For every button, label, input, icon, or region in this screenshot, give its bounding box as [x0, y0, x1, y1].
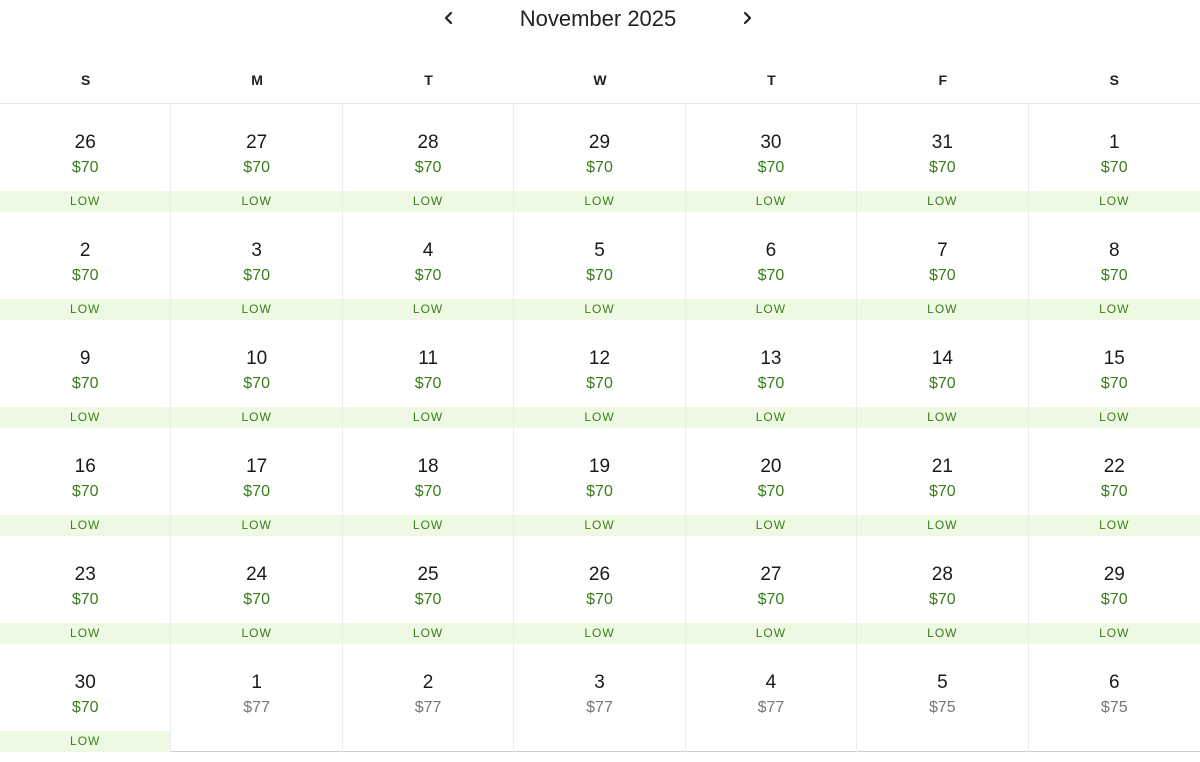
day-number: 9	[79, 348, 91, 369]
day-number: 19	[588, 456, 611, 477]
day-number: 6	[765, 240, 777, 261]
day-price: $70	[414, 483, 442, 500]
low-price-badge: LOW	[171, 407, 341, 428]
day-cell[interactable]	[857, 644, 1028, 752]
low-price-badge: LOW	[514, 191, 684, 212]
day-number: 21	[931, 456, 953, 477]
low-price-badge: LOW	[686, 191, 856, 212]
day-price: $77	[757, 699, 785, 716]
day-cell[interactable]	[686, 428, 857, 536]
day-number: 3	[251, 240, 262, 261]
day-cell[interactable]	[0, 428, 171, 536]
day-number: 26	[74, 132, 96, 153]
weekday-label: F	[938, 72, 948, 88]
day-cell[interactable]	[857, 212, 1028, 320]
weekday-label: S	[81, 72, 91, 88]
low-price-badge: LOW	[686, 623, 856, 644]
day-cell[interactable]	[857, 104, 1028, 212]
day-number: 1	[1108, 132, 1120, 153]
day-number: 31	[931, 132, 953, 153]
day-number: 5	[937, 672, 948, 693]
low-price-badge: LOW	[343, 407, 513, 428]
day-number: 26	[588, 564, 611, 585]
low-price-badge: LOW	[0, 515, 170, 536]
day-cell[interactable]	[686, 536, 857, 644]
day-cell[interactable]	[514, 320, 685, 428]
day-price: $70	[757, 483, 785, 500]
day-price: $70	[757, 267, 785, 284]
low-price-badge: LOW	[857, 191, 1027, 212]
day-cell[interactable]	[686, 644, 857, 752]
day-cell[interactable]	[1029, 536, 1200, 644]
day-number: 7	[937, 240, 948, 261]
day-price: $70	[243, 375, 270, 392]
day-price: $70	[71, 699, 99, 716]
day-cell[interactable]	[171, 536, 342, 644]
low-price-badge: LOW	[343, 299, 513, 320]
low-price-badge: LOW	[514, 623, 684, 644]
day-number: 5	[594, 240, 605, 261]
low-price-badge: LOW	[343, 623, 513, 644]
low-price-badge: LOW	[857, 623, 1027, 644]
day-cell[interactable]	[343, 536, 514, 644]
day-cell[interactable]	[171, 104, 342, 212]
calendar-grid	[0, 104, 1200, 752]
day-cell[interactable]	[343, 104, 514, 212]
day-cell[interactable]	[514, 536, 685, 644]
day-price: $70	[414, 159, 442, 176]
day-price: $70	[929, 483, 956, 500]
day-cell[interactable]	[857, 536, 1028, 644]
day-price: $70	[1100, 159, 1128, 176]
low-price-badge: LOW	[514, 515, 684, 536]
day-cell[interactable]	[343, 320, 514, 428]
chevron-left-icon	[442, 11, 456, 25]
day-cell[interactable]	[171, 212, 342, 320]
day-number: 29	[1103, 564, 1125, 585]
day-price: $70	[71, 375, 99, 392]
day-price: $70	[414, 375, 442, 392]
day-cell[interactable]	[857, 320, 1028, 428]
day-number: 3	[594, 672, 605, 693]
day-number: 4	[422, 240, 434, 261]
day-number: 23	[74, 564, 96, 585]
day-price: $70	[757, 159, 785, 176]
day-cell[interactable]	[1029, 212, 1200, 320]
day-price: $70	[1100, 267, 1128, 284]
day-number: 24	[246, 564, 268, 585]
low-price-badge: LOW	[857, 407, 1027, 428]
day-price: $70	[243, 591, 270, 608]
low-price-badge: LOW	[514, 299, 684, 320]
day-number: 18	[417, 456, 439, 477]
day-price: $70	[586, 483, 613, 500]
day-price: $70	[71, 159, 99, 176]
low-price-badge: LOW	[171, 191, 341, 212]
day-price: $70	[243, 159, 270, 176]
day-price: $70	[414, 591, 442, 608]
low-price-badge: LOW	[686, 515, 856, 536]
day-price: $70	[71, 483, 99, 500]
low-price-badge: LOW	[0, 191, 170, 212]
day-cell[interactable]	[343, 428, 514, 536]
day-cell[interactable]	[686, 212, 857, 320]
day-price: $70	[1100, 375, 1128, 392]
month-title: November 2025	[519, 6, 677, 31]
day-price: $70	[243, 483, 270, 500]
low-price-badge: LOW	[514, 407, 684, 428]
calendar-header	[0, 0, 1200, 40]
day-cell[interactable]	[514, 644, 685, 752]
day-cell[interactable]	[171, 644, 342, 752]
day-cell[interactable]	[686, 320, 857, 428]
day-number: 28	[931, 564, 953, 585]
day-number: 12	[588, 348, 611, 369]
day-number: 14	[931, 348, 953, 369]
low-price-badge: LOW	[1029, 191, 1200, 212]
day-number: 2	[422, 672, 434, 693]
day-price: $70	[586, 591, 613, 608]
day-cell[interactable]	[1029, 644, 1200, 752]
low-price-badge: LOW	[1029, 407, 1200, 428]
low-price-badge: LOW	[171, 299, 341, 320]
day-number: 20	[760, 456, 782, 477]
day-cell[interactable]	[514, 428, 685, 536]
day-cell[interactable]	[0, 104, 171, 212]
day-price: $70	[757, 591, 785, 608]
day-number: 29	[588, 132, 611, 153]
chevron-right-icon	[740, 11, 754, 25]
day-price: $70	[243, 267, 270, 284]
day-price: $70	[586, 159, 613, 176]
day-cell[interactable]	[343, 644, 514, 752]
day-cell[interactable]	[343, 212, 514, 320]
day-cell[interactable]	[0, 536, 171, 644]
low-price-badge: LOW	[857, 299, 1027, 320]
day-number: 15	[1103, 348, 1125, 369]
day-price: $70	[71, 591, 99, 608]
low-price-badge: LOW	[1029, 299, 1200, 320]
low-price-badge: LOW	[343, 191, 513, 212]
day-number: 11	[418, 348, 438, 369]
day-number: 30	[760, 132, 782, 153]
day-price: $75	[1100, 699, 1128, 716]
day-number: 6	[1108, 672, 1120, 693]
day-number: 28	[417, 132, 439, 153]
weekday-label: S	[1109, 72, 1119, 88]
day-cell[interactable]	[171, 320, 342, 428]
day-price: $70	[929, 267, 956, 284]
day-number: 4	[765, 672, 777, 693]
day-price: $70	[71, 267, 99, 284]
low-price-badge: LOW	[1029, 515, 1200, 536]
day-price: $70	[586, 267, 613, 284]
day-number: 2	[79, 240, 91, 261]
day-price: $70	[929, 159, 956, 176]
day-cell[interactable]	[0, 644, 171, 752]
day-cell[interactable]	[1029, 320, 1200, 428]
prev-month-button[interactable]	[435, 4, 463, 32]
day-cell[interactable]	[171, 428, 342, 536]
day-cell[interactable]	[0, 320, 171, 428]
day-number: 27	[760, 564, 782, 585]
weekday-label: W	[593, 72, 607, 88]
low-price-badge: LOW	[171, 623, 341, 644]
day-number: 30	[74, 672, 96, 693]
day-price: $75	[929, 699, 956, 716]
day-cell[interactable]	[1029, 428, 1200, 536]
day-cell[interactable]	[857, 428, 1028, 536]
day-price: $77	[243, 699, 270, 716]
day-price: $77	[586, 699, 613, 716]
day-cell[interactable]	[514, 104, 685, 212]
day-number: 27	[246, 132, 268, 153]
day-price: $70	[757, 375, 785, 392]
weekday-label: T	[767, 72, 776, 88]
day-cell[interactable]	[0, 212, 171, 320]
low-price-badge: LOW	[0, 623, 170, 644]
day-price: $77	[414, 699, 442, 716]
day-number: 25	[417, 564, 439, 585]
next-month-button[interactable]	[733, 4, 761, 32]
day-number: 22	[1103, 456, 1125, 477]
day-number: 13	[760, 348, 782, 369]
weekday-header-row	[0, 60, 1200, 104]
low-price-badge: LOW	[171, 515, 341, 536]
day-cell[interactable]	[514, 212, 685, 320]
day-cell[interactable]	[686, 104, 857, 212]
low-price-badge: LOW	[857, 515, 1027, 536]
day-number: 8	[1108, 240, 1120, 261]
low-price-badge: LOW	[0, 731, 170, 752]
day-cell[interactable]	[1029, 104, 1200, 212]
day-price: $70	[1100, 483, 1128, 500]
weekday-label: T	[424, 72, 433, 88]
low-price-badge: LOW	[0, 407, 170, 428]
low-price-badge: LOW	[343, 515, 513, 536]
day-number: 1	[251, 672, 262, 693]
day-price: $70	[414, 267, 442, 284]
low-price-badge: LOW	[1029, 623, 1200, 644]
day-price: $70	[1100, 591, 1128, 608]
low-price-badge: LOW	[0, 299, 170, 320]
weekday-label: M	[251, 72, 263, 88]
day-number: 10	[246, 348, 268, 369]
low-price-badge: LOW	[686, 407, 856, 428]
day-price: $70	[929, 375, 956, 392]
day-number: 17	[246, 456, 268, 477]
day-price: $70	[929, 591, 956, 608]
day-number: 16	[74, 456, 96, 477]
day-price: $70	[586, 375, 613, 392]
low-price-badge: LOW	[686, 299, 856, 320]
